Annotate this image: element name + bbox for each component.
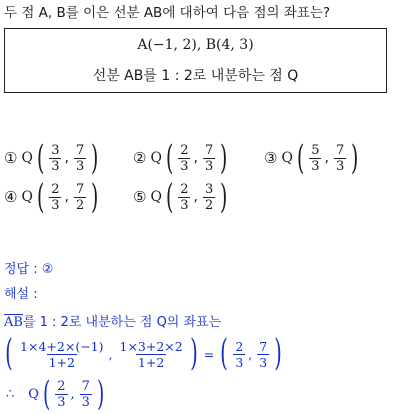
choice-point: Q (150, 150, 162, 166)
y-fraction: $\frac{7}{3}$ (335, 142, 345, 174)
left-paren: ( (165, 138, 174, 178)
x-fraction: $\frac{3}{3}$ (51, 142, 60, 174)
left-paren: ( (36, 177, 45, 217)
given-division-condition: 선분 AB를 1 : 2로 내분하는 점 Q (92, 68, 299, 84)
result-y-fraction: $\frac{7}{3}$ (259, 338, 268, 370)
comma: , (324, 150, 329, 166)
right-paren: ) (189, 333, 198, 374)
y-fraction: $\frac{3}{2}$ (204, 181, 214, 213)
conclusion-x-fraction: $\frac{2}{3}$ (57, 378, 66, 410)
choice-point: Q (281, 150, 293, 166)
right-paren: ) (91, 177, 99, 217)
choice-number: ② (133, 149, 147, 167)
comma: , (193, 189, 198, 205)
result-x-fraction: $\frac{2}{3}$ (235, 338, 244, 370)
choice-point: Q (21, 150, 33, 166)
right-paren: ) (351, 138, 359, 178)
x-fraction: $\frac{2}{3}$ (180, 142, 189, 174)
explanation-label: 해설 : (4, 287, 38, 302)
choice-number: ④ (4, 188, 18, 206)
choice-number: ⑤ (133, 188, 147, 206)
y-fraction: $\frac{7}{3}$ (75, 142, 85, 174)
y-fraction: $\frac{7}{3}$ (204, 142, 214, 174)
explanation-formula (2, 333, 285, 374)
choice-1[interactable] (4, 138, 101, 178)
comma: , (108, 346, 113, 362)
right-paren: ) (220, 138, 228, 178)
y-calculation: $\frac{1\times 3+2\times 2}{1+2}$ (119, 338, 183, 370)
right-paren: ) (96, 374, 105, 414)
choice-point: Q (21, 189, 33, 205)
left-paren: ( (5, 333, 13, 374)
given-condition-box (4, 28, 387, 93)
x-fraction: $\frac{5}{3}$ (311, 142, 320, 174)
comma: , (248, 346, 253, 362)
segment-ab: $\overline{AB}$ (4, 315, 23, 330)
comma: , (70, 386, 75, 402)
right-paren: ) (220, 177, 228, 217)
left-paren: ( (220, 333, 229, 374)
therefore-symbol: ∴ (6, 386, 15, 402)
x-fraction: $\frac{2}{3}$ (51, 181, 60, 213)
choice-number: ① (4, 149, 18, 167)
choice-3[interactable] (264, 138, 361, 178)
right-paren: ) (91, 138, 99, 178)
equals-sign: = (203, 346, 215, 362)
left-paren: ( (36, 138, 45, 178)
conclusion (6, 374, 107, 414)
question-text: 두 점 A, B를 이은 선분 AB에 대하여 다음 점의 좌표는? (4, 5, 331, 21)
x-calculation: $\frac{1\times 4+2\times(-1)}{1+2}$ (20, 338, 104, 370)
left-paren: ( (42, 374, 51, 414)
given-points: A(−1, 2), B(4, 3) (137, 37, 254, 53)
choice-point: Q (150, 189, 162, 205)
comma: , (64, 150, 69, 166)
left-paren: ( (296, 138, 305, 178)
y-fraction: $\frac{7}{2}$ (75, 181, 85, 213)
x-fraction: $\frac{2}{3}$ (180, 181, 189, 213)
conclusion-point: Q (28, 386, 39, 402)
left-paren: ( (165, 177, 174, 217)
choice-number: ③ (264, 149, 278, 167)
comma: , (193, 150, 198, 166)
choice-2[interactable] (133, 138, 230, 178)
answer-text: 정답 : ② (4, 262, 54, 277)
explanation-sentence: 를 1 : 2로 내분하는 점 Q의 좌표는 (22, 315, 222, 330)
right-paren: ) (274, 333, 283, 374)
choice-4[interactable] (4, 177, 101, 217)
explanation-text (4, 311, 221, 330)
choice-5[interactable] (133, 177, 230, 217)
comma: , (64, 189, 69, 205)
conclusion-y-fraction: $\frac{7}{3}$ (81, 378, 90, 410)
